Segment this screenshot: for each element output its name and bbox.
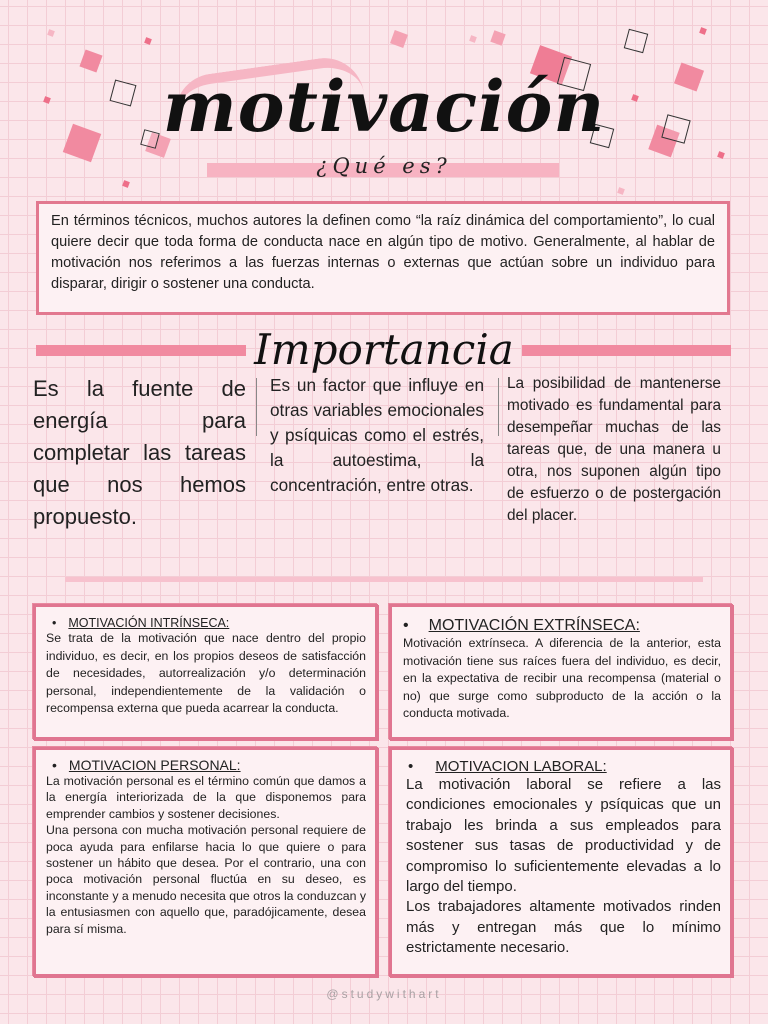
card-paragraph: Los trabajadores altamente motivados rinden más y entregan más que lo mínimo estrictamente necesario. [406, 898, 721, 957]
decor-dot [47, 29, 55, 37]
page-subtitle: ¿Qué es? [316, 154, 452, 178]
intro-box [36, 201, 730, 315]
card-header [403, 617, 721, 635]
decor-dot [144, 37, 152, 45]
card-paragraph: La motivación personal es el término común que damos a la energía interiorizada de la que disponemos para emprender cambios y sostener decisiones. [46, 774, 366, 821]
decor-dot [699, 27, 707, 35]
decor-cube [490, 30, 505, 45]
importance-column-1: Es la fuente de energía para completar las tareas que nos hemos propuesto. [33, 376, 246, 529]
card-header [52, 616, 366, 630]
section-divider [65, 577, 703, 582]
card-title: MOTIVACIÓN INTRÍNSECA: [68, 616, 230, 630]
card-body [406, 775, 721, 959]
importance-column-2: Es un factor que influye en otras variables emocionales y psíquicas como el estrés, la autoestima, la concentración, entre otras. [270, 375, 484, 495]
card-header [408, 758, 721, 775]
card-paragraph: Una persona con mucha motivación personal requiere de poca ayuda para enfilarse hacia lo que quiere o para sostener un hábito que desea. Por el contrario, una con poca motivación personal fluctúa en su deseo, es inconstante y a menudo necesita que otros la conduzcan y la entusiasmen con aquello que, paradójicamente, desea para sí misma. [46, 823, 366, 936]
decor-cube [79, 49, 102, 72]
footer-credit: @studywithart [326, 987, 442, 1001]
card-intrinsic [33, 604, 378, 740]
card-labor [389, 747, 733, 977]
bullet: • [403, 617, 409, 634]
card-personal [33, 747, 378, 977]
decor-dot [617, 187, 625, 195]
bullet: • [52, 757, 57, 773]
decor-cube-outline [624, 29, 648, 53]
bullet: • [52, 616, 57, 630]
importance-column-3: La posibilidad de mantenerse motivado es fundamental para desempeñar muchas de las tareas que, de una manera u otra, nos suponen algún tipo de esfuerzo o de postergación del placer. [507, 375, 721, 524]
card-body: Se trata de la motivación que nace dentro del propio individuo, es decir, en los propios deseos de satisfacción de necesidades, autorrealización y/o determinación personal, independientemente de la validación o recompensa externa que pueda acarrear la conducta. [46, 631, 366, 716]
card-body: Motivación extrínseca. A diferencia de la anterior, esta motivación tiene sus raíces fuera del individuo, es decir, en la expectativa de recibir una recompensa (material o no) que surge como subproducto de la acción o la conducta motivada. [403, 636, 721, 721]
decor-dot [122, 180, 130, 188]
column-divider [498, 378, 499, 436]
card-title: MOTIVACIÓN EXTRÍNSECA: [428, 617, 640, 634]
page-title: motivación [162, 65, 606, 148]
intro-text: En términos técnicos, muchos autores la definen como “la raíz dinámica del comportamiento”, lo cual quiere decir que toda forma de conducta nace en algún tipo de motivo. Generalmente, al hablar de motivación nos referimos a las fuerzas internas o externas que actúan sobre un individuo para disparar, dirigir o sostener una conducta. [51, 213, 715, 292]
decor-dot [469, 35, 477, 43]
card-header [52, 757, 366, 773]
importance-title: Importancia [254, 325, 514, 374]
bullet: • [408, 758, 414, 775]
card-body [46, 773, 366, 937]
card-title: MOTIVACION PERSONAL: [68, 757, 241, 773]
card-paragraph: La motivación laboral se refiere a las condiciones emocionales y psíquicas que un trabajo les brinda a sus empleados para sostener sus tasas de productividad y de compromiso lo suficientemente elevadas a lo largo del tiempo. [406, 776, 721, 896]
card-extrinsic [389, 604, 733, 740]
decor-cube [390, 30, 408, 48]
card-title: MOTIVACION LABORAL: [435, 758, 607, 775]
column-divider [256, 378, 257, 436]
